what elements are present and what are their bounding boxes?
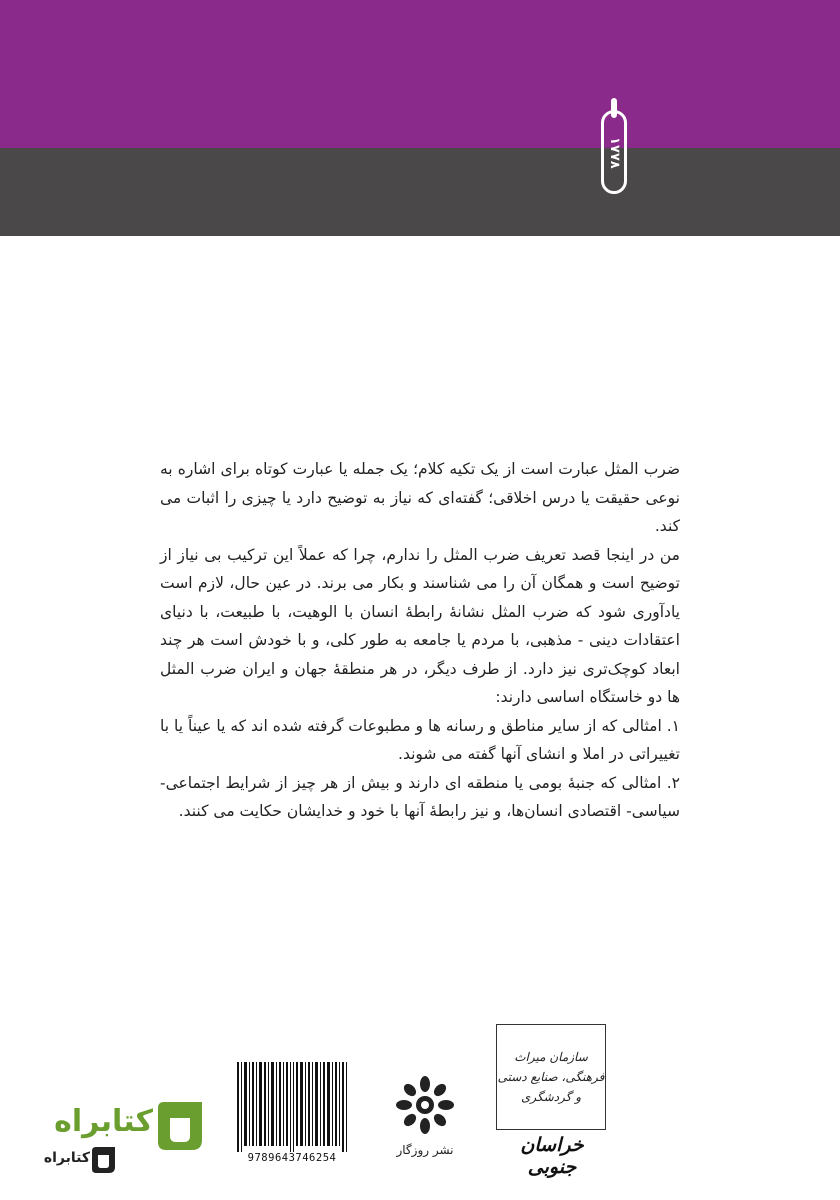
- series-number: ۱۷۷۸: [607, 137, 622, 169]
- paragraph: ۱. امثالی که از سایر مناطق و رسانه ها و مطبوعات گرفته شده اند که یا عیناً یا با تغییراتی در املا و انشای آنها گفته می شوند.: [160, 716, 680, 763]
- ketabrah-small-icon: [88, 1145, 118, 1175]
- isbn-number: 9789643746254: [247, 1152, 337, 1164]
- publisher-logo-icon: [390, 1070, 460, 1140]
- organization-logo: سازمان میراث فرهنگی، صنایع دستی و گردشگری: [496, 1024, 606, 1130]
- purple-header-band: [0, 0, 840, 148]
- ketabrah-watermark: کتابراه: [54, 1104, 153, 1139]
- gray-header-band: [0, 148, 840, 236]
- publisher-name: نشر روزگار: [396, 1143, 454, 1157]
- tab-clip-icon: [611, 98, 617, 118]
- isbn-barcode: [233, 1062, 351, 1170]
- ketabrah-logo-icon: [152, 1098, 208, 1154]
- ketabrah-small-watermark: کتابراه: [43, 1150, 90, 1166]
- organization-region: خراسان جنوبی: [520, 1134, 584, 1178]
- paragraph: من در اینجا قصد تعریف ضرب المثل را ندارم، چرا که عملاً این ترکیب بی نیاز از توضیح است و همگان آن را می شناسند و بکار می برند. در عین حال، لازم است یادآوری شود که ضرب المثل نشانهٔ رابطهٔ انسان با الوهیت، با طبیعت، با دنیای اعتقادات دینی - مذهبی، با مردم یا جامعه به طور کلی، و با خودش است هر چند ابعاد کوچک‌تری نیز دارد. از طرف دیگر، در هر منطقهٔ جهان و ایران ضرب المثل ها دو خاستگاه اساسی دارند:: [160, 545, 680, 706]
- paragraph: ضرب المثل عبارت است از یک تکیه کلام؛ یک جمله یا عبارت کوتاه برای اشاره به نوعی حقیقت یا درس اخلاقی؛ گفته‌ای که نیاز به توضیح دارد یا چیزی را اثبات می کند.: [160, 460, 680, 535]
- barcode-bars: [233, 1062, 351, 1152]
- paragraph: ۲. امثالی که جنبهٔ بومی یا منطقه ای دارند و بیش از هر چیز از شرایط اجتماعی- سیاسی- اقتصادی انسان‌ها، و نیز رابطهٔ آنها با خود و خدایشان حکایت می کنند.: [160, 773, 680, 820]
- back-cover-text: [160, 455, 680, 826]
